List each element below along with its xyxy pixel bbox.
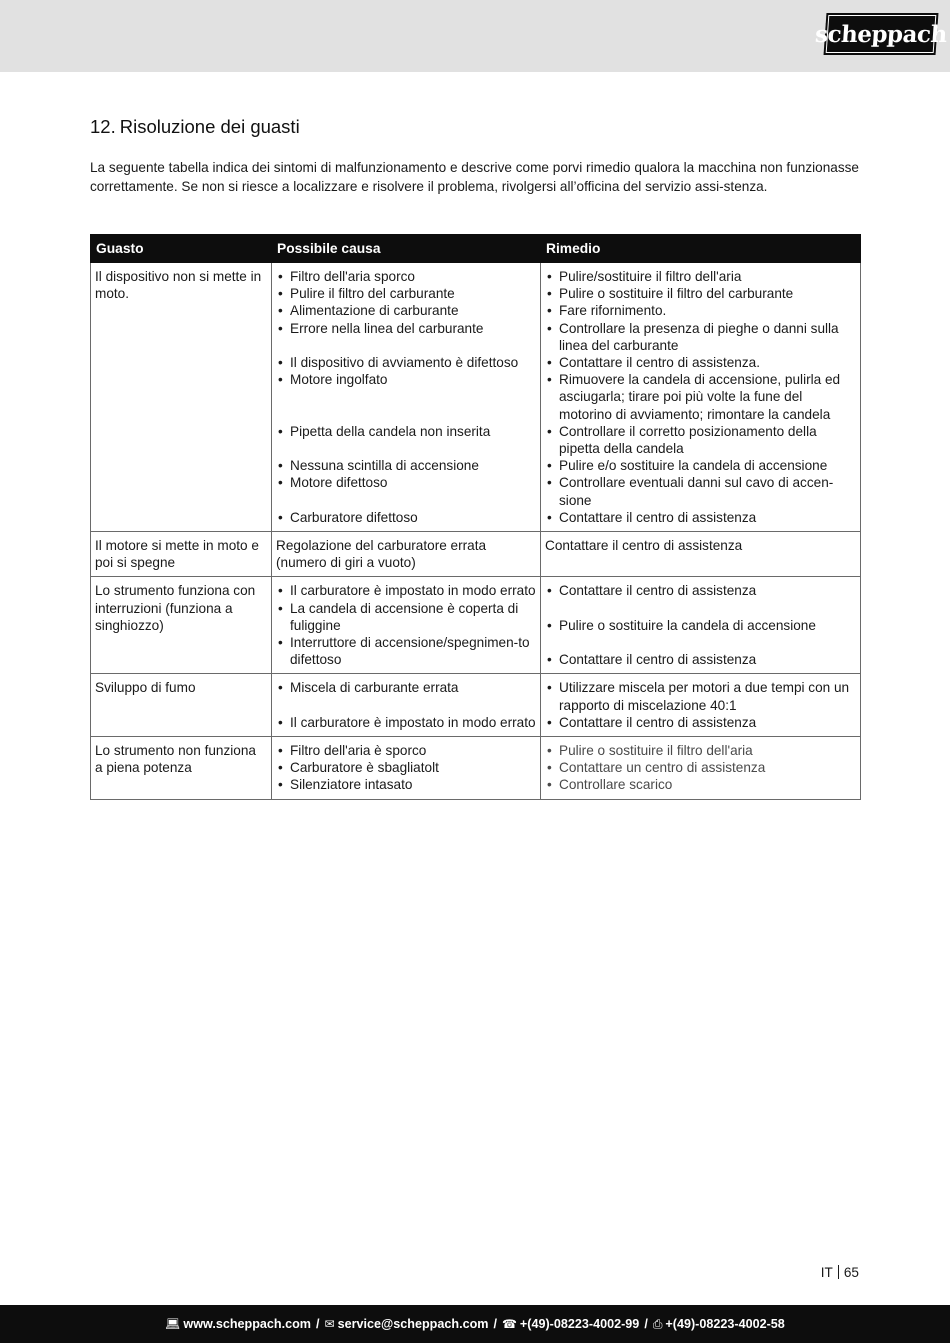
remedy-item: • Fare rifornimento. (545, 302, 856, 319)
cause-cell (272, 263, 541, 532)
footer-separator: / (316, 1317, 320, 1331)
fault-cell: Lo strumento non funziona a piena potenza (91, 737, 272, 800)
footer-phone: +(49)-08223-4002-99 (519, 1317, 640, 1331)
remedy-item: • Rimuovere la candela di accensione, pulirla ed asciugarla; tirare poi più volte la fune del motorino di avviamento; rimontare la candela (545, 371, 856, 423)
scheppach-logo: scheppach (824, 13, 939, 55)
cause-item: • Pipetta della candela non inserita (276, 423, 536, 440)
fault-cell: Il dispositivo non si mette in moto. (91, 263, 272, 532)
cause-item: • Errore nella linea del carburante (276, 320, 536, 337)
section-title (90, 116, 300, 138)
table-row (91, 263, 861, 532)
fault-cell: Il motore si mette in moto e poi si spegne (91, 532, 272, 577)
page-language: IT (820, 1265, 833, 1280)
remedy-item: • Contattare il centro di assistenza (545, 582, 856, 599)
cause-cell (272, 674, 541, 737)
remedy-item: • Controllare scarico (545, 776, 856, 793)
intro-paragraph: La seguente tabella indica dei sintomi di malfunzionamento e descrive come porvi rimedio qualora la macchina non funzionasse correttamente. Se non si riesce a localizzare e risolvere il problema, rivolgersi all’officina del servizio assi-stenza. (90, 160, 859, 194)
cause-item: • La candela di accensione è coperta di fuliggine (276, 600, 536, 634)
header-band (0, 0, 950, 72)
fault-cell: Sviluppo di fumo (91, 674, 272, 737)
remedy-item: • Pulire e/o sostituire la candela di accensione (545, 457, 856, 474)
footer-separator: / (644, 1317, 648, 1331)
table-header-row (91, 235, 861, 263)
cause-item: • Pulire il filtro del carburante (276, 285, 536, 302)
col-header-cause: Possibile causa (272, 235, 541, 263)
remedy-item: • Contattare un centro di assistenza (545, 759, 856, 776)
remedy-item: • Contattare il centro di assistenza (545, 714, 856, 731)
remedy-item: • Pulire o sostituire il filtro del carburante (545, 285, 856, 302)
cause-item: • Motore ingolfato (276, 371, 536, 388)
remedy-item: • Contattare il centro di assistenza (545, 509, 856, 526)
footer-separator: / (493, 1317, 497, 1331)
footer-fax: +(49)-08223-4002-58 (665, 1317, 785, 1331)
cause-item: • Miscela di carburante errata (276, 679, 536, 696)
table-row (91, 737, 861, 800)
cause-item: • Carburatore difettoso (276, 509, 536, 526)
col-header-remedy: Rimedio (541, 235, 861, 263)
remedy-item: • Pulire/sostituire il filtro dell'aria (545, 268, 856, 285)
cause-item: • Il dispositivo di avviamento è difettoso (276, 354, 536, 371)
remedy-item: • Controllare la presenza di pieghe o danni sulla linea del carburante (545, 320, 856, 354)
remedy-item: • Contattare il centro di assistenza (545, 651, 856, 668)
phone-icon: ☎ (501, 1317, 517, 1331)
remedy-cell: Contattare il centro di assistenza (541, 532, 861, 577)
remedy-item: • Controllare il corretto posizionamento della pipetta della candela (545, 423, 856, 457)
footer-website[interactable]: www.scheppach.com (183, 1317, 312, 1331)
cause-item: • Filtro dell'aria è sporco (276, 742, 536, 759)
table-row (91, 674, 861, 737)
cause-cell (272, 577, 541, 674)
table-row (91, 577, 861, 674)
cause-cell: Regolazione del carburatore errata (numero di giri a vuoto) (272, 532, 541, 577)
cause-item: • Interruttore di accensione/spegnimen-to difettoso (276, 634, 536, 668)
cause-item: • Filtro dell'aria sporco (276, 268, 536, 285)
footer-email[interactable]: service@scheppach.com (337, 1317, 489, 1331)
remedy-item: • Contattare il centro di assistenza. (545, 354, 856, 371)
page-number (821, 1265, 859, 1280)
remedy-cell (541, 674, 861, 737)
fault-cell: Lo strumento funziona con interruzioni (funziona a singhiozzo) (91, 577, 272, 674)
col-header-fault: Guasto (91, 235, 272, 263)
cause-item: • Il carburatore è impostato in modo errato (276, 582, 536, 599)
remedy-item: • Pulire o sostituire il filtro dell'aria (545, 742, 856, 759)
section-title-text: Risoluzione dei guasti (119, 116, 300, 137)
cause-item: • Silenziatore intasato (276, 776, 536, 793)
cause-item: • Carburatore è sbagliatolt (276, 759, 536, 776)
remedy-item: • Controllare eventuali danni sul cavo di accen-sione (545, 474, 856, 508)
remedy-item: • Utilizzare miscela per motori a due tempi con un rapporto di miscelazione 40:1 (545, 679, 856, 713)
remedy-cell (541, 737, 861, 800)
computer-icon: 💻︎ (165, 1317, 181, 1331)
page-number-value: 65 (843, 1265, 859, 1280)
remedy-cell (541, 263, 861, 532)
cause-item: • Motore difettoso (276, 474, 536, 491)
page-number-divider (838, 1265, 839, 1279)
mail-icon: ✉ (324, 1317, 335, 1331)
cause-item: • Il carburatore è impostato in modo errato (276, 714, 536, 731)
fax-icon: ⎙ (652, 1316, 663, 1331)
table-row (91, 532, 861, 577)
cause-cell (272, 737, 541, 800)
footer-bar (0, 1305, 950, 1343)
cause-item: • Nessuna scintilla di accensione (276, 457, 536, 474)
cause-item: • Alimentazione di carburante (276, 302, 536, 319)
remedy-cell (541, 577, 861, 674)
troubleshooting-table (90, 234, 861, 800)
remedy-item: • Pulire o sostituire la candela di accensione (545, 617, 856, 634)
section-number: 12. (90, 116, 116, 137)
